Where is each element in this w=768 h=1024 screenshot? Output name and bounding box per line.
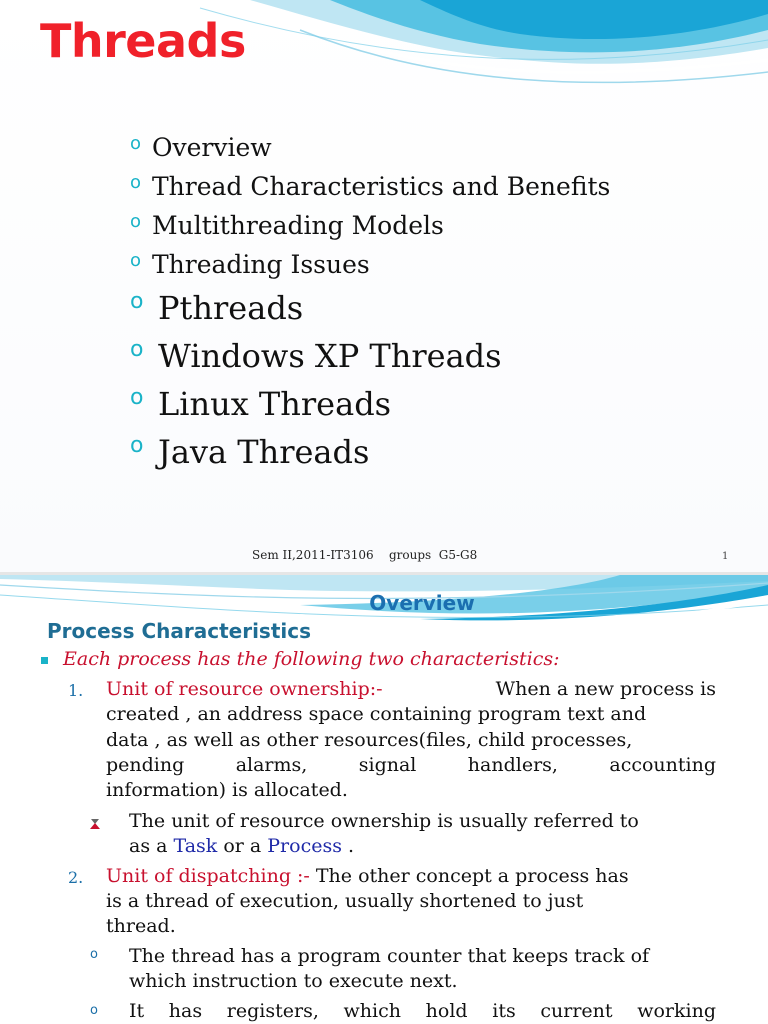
bullet-icon: o: [130, 250, 142, 271]
toc-item: [130, 332, 610, 380]
toc-item-label: Multithreading Models: [152, 211, 444, 240]
toc-item: [130, 128, 610, 167]
table-of-contents: [130, 128, 610, 476]
list-item-line: [129, 835, 354, 857]
toc-item-label: Windows XP Threads: [158, 337, 502, 375]
bullet-icon: o: [130, 211, 142, 232]
line-text: data , as well as other resources(files, child processes,: [106, 729, 633, 751]
toc-item-label: Pthreads: [158, 289, 304, 327]
list-item-line: [106, 865, 629, 887]
toc-item: [130, 380, 610, 428]
bullet-icon: o: [130, 337, 144, 362]
intro-text: Each process has the following two characteristics:: [63, 648, 560, 670]
toc-item: [130, 206, 610, 245]
toc-item-label: Linux Threads: [158, 385, 392, 423]
toc-item-label: Overview: [152, 133, 272, 162]
list-item-line: [106, 678, 716, 700]
toc-item-label: Thread Characteristics and Benefits: [152, 172, 611, 201]
term-process: Process: [267, 835, 342, 857]
list-number: 1.: [68, 681, 84, 700]
term-label: Unit of dispatching :-: [106, 865, 310, 887]
line-text: The other concept a process has: [309, 865, 629, 887]
bullet-icon: o: [130, 289, 144, 314]
bullet-icon: o: [90, 1003, 98, 1018]
slide-2: [0, 575, 768, 1024]
toc-item-label: Java Threads: [158, 433, 370, 471]
toc-item: [130, 245, 610, 284]
line-text: The unit of resource ownership is usually referred to: [129, 810, 639, 832]
term-label: Unit of resource ownership:-: [106, 678, 383, 700]
line-text: created , an address space containing program text and: [106, 703, 647, 725]
line-text: as a: [129, 835, 174, 857]
line-text: When a new process is: [495, 678, 716, 700]
bullet-icon: o: [130, 385, 144, 410]
bullet-icon: o: [130, 433, 144, 458]
line-text: thread.: [106, 915, 176, 937]
toc-item: [130, 284, 610, 332]
toc-item: [130, 428, 610, 476]
page-number: 1: [722, 551, 729, 562]
toc-item: [130, 167, 610, 206]
line-text: which instruction to execute next.: [129, 970, 458, 992]
slide-title: Threads: [40, 14, 246, 68]
line-text: .: [341, 835, 355, 857]
section-subheading: Process Characteristics: [47, 619, 312, 643]
slide-footer: Sem II,2011-IT3106 groups G5-G8: [252, 548, 478, 562]
line-text: or a: [217, 835, 268, 857]
toc-item-label: Threading Issues: [152, 250, 370, 279]
bullet-icon: o: [130, 133, 142, 154]
square-bullet-icon: [41, 657, 48, 664]
line-text: information) is allocated.: [106, 779, 348, 801]
line-text: It has registers, which hold its current working: [129, 1000, 716, 1022]
list-number: 2.: [68, 868, 84, 887]
line-text: pending alarms, signal handlers, accounting: [106, 754, 716, 776]
line-text: is a thread of execution, usually shortened to just: [106, 890, 584, 912]
slide-heading: Overview: [369, 591, 475, 615]
term-task: Task: [173, 835, 218, 857]
bullet-icon: o: [90, 947, 98, 962]
line-text: The thread has a program counter that keeps track of: [129, 945, 650, 967]
arrow-bullet-icon: [88, 817, 102, 831]
bullet-icon: o: [130, 172, 142, 193]
